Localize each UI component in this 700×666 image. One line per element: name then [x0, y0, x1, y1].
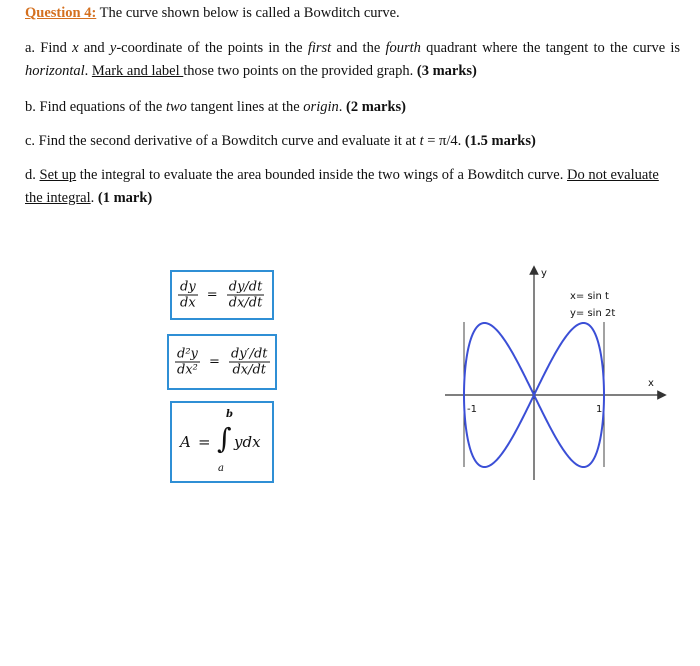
part-c: [25, 130, 680, 153]
question-intro: The curve shown below is called a Bowditch curve.: [99, 5, 400, 21]
part-a-mid2: quadrant where the tangent to the curve is: [420, 40, 681, 56]
part-d-mid: the integral to evaluate the area bounded inside the two wings of a Bowditch curve.: [76, 167, 567, 183]
part-a-x: x: [72, 40, 79, 56]
question-number: Question 4:: [25, 5, 97, 21]
part-a-first: first: [307, 40, 332, 56]
formula-second-derivative: [167, 334, 277, 390]
f2-rhs-den: dx/dt: [232, 362, 267, 378]
part-b: [25, 96, 680, 119]
area-eq: =: [198, 433, 211, 451]
part-b-two: two: [165, 99, 187, 115]
part-b-marks: (2 marks): [346, 99, 407, 115]
f1-eq: =: [206, 287, 218, 303]
param-x-eq: x= sin t: [570, 291, 609, 302]
part-a-rest: those two points on the provided graph.: [183, 63, 417, 79]
f2-eq: =: [208, 354, 220, 370]
part-a-mark-label: Mark and label: [91, 63, 184, 79]
frac-dyprime-dxdt: [229, 347, 270, 378]
part-d-setup: Set up: [39, 167, 77, 183]
part-a-fourth: fourth: [385, 40, 421, 56]
part-d-dot: .: [90, 190, 98, 206]
part-a-horizontal: horizontal: [25, 63, 85, 79]
part-d-donot: Do not evaluate the integral: [25, 167, 659, 206]
bowditch-graph: [440, 262, 670, 482]
part-d-marks: (1 mark): [97, 190, 153, 206]
part-b-mid: tangent lines at the: [186, 99, 304, 115]
f1-rhs-num: dy/dt: [228, 279, 263, 295]
part-a: [25, 37, 680, 83]
frac-dydt-dxdt: [227, 280, 265, 311]
formula-first-derivative: [170, 270, 274, 320]
tick-pos1: 1: [596, 404, 603, 415]
param-y-eq: y= sin 2t: [570, 308, 616, 319]
part-d: [25, 164, 680, 210]
f1-lhs-num: dy: [180, 279, 196, 295]
part-b-prefix: b. Find equations of the: [25, 99, 166, 115]
x-axis-label: x: [648, 378, 654, 389]
part-c-text: c. Find the second derivative of a Bowditch curve and evaluate it at: [25, 133, 420, 149]
part-d-prefix: d.: [25, 167, 40, 183]
formula-area-integral: [170, 401, 274, 483]
y-axis-label: y: [541, 268, 547, 279]
f1-rhs-den: dx/dt: [228, 295, 263, 311]
part-b-dot: .: [338, 99, 346, 115]
part-a-mid: -coordinate of the points in the: [116, 40, 308, 56]
part-c-marks: (1.5 marks): [464, 133, 536, 149]
part-a-dot: .: [84, 63, 92, 79]
part-a-marks: (3 marks): [416, 63, 477, 79]
question-heading: [25, 2, 680, 25]
part-a-y: y: [109, 40, 117, 56]
f2-lhs-den: dx²: [177, 362, 198, 378]
integral-sign: ∫: [217, 422, 232, 455]
tick-neg1: -1: [467, 404, 477, 415]
part-b-origin: origin: [303, 99, 339, 115]
part-c-t: t: [419, 133, 424, 149]
integral-upper-limit: b: [226, 409, 233, 420]
f1-lhs-den: dx: [180, 295, 196, 311]
part-c-eq: = π/4.: [423, 133, 465, 149]
f2-lhs-num: d²y: [177, 346, 198, 362]
area-A: A: [180, 433, 191, 451]
frac-d2y-dx2: [175, 347, 200, 378]
integral-lower-limit: a: [218, 463, 224, 474]
integrand: ydx: [234, 433, 261, 451]
f2-rhs-num: dy′/dt: [230, 346, 268, 362]
part-a-prefix: a. Find: [25, 40, 73, 56]
part-a-and2: and the: [331, 40, 386, 56]
part-a-and: and: [78, 40, 110, 56]
frac-dy-dx: [178, 280, 198, 311]
